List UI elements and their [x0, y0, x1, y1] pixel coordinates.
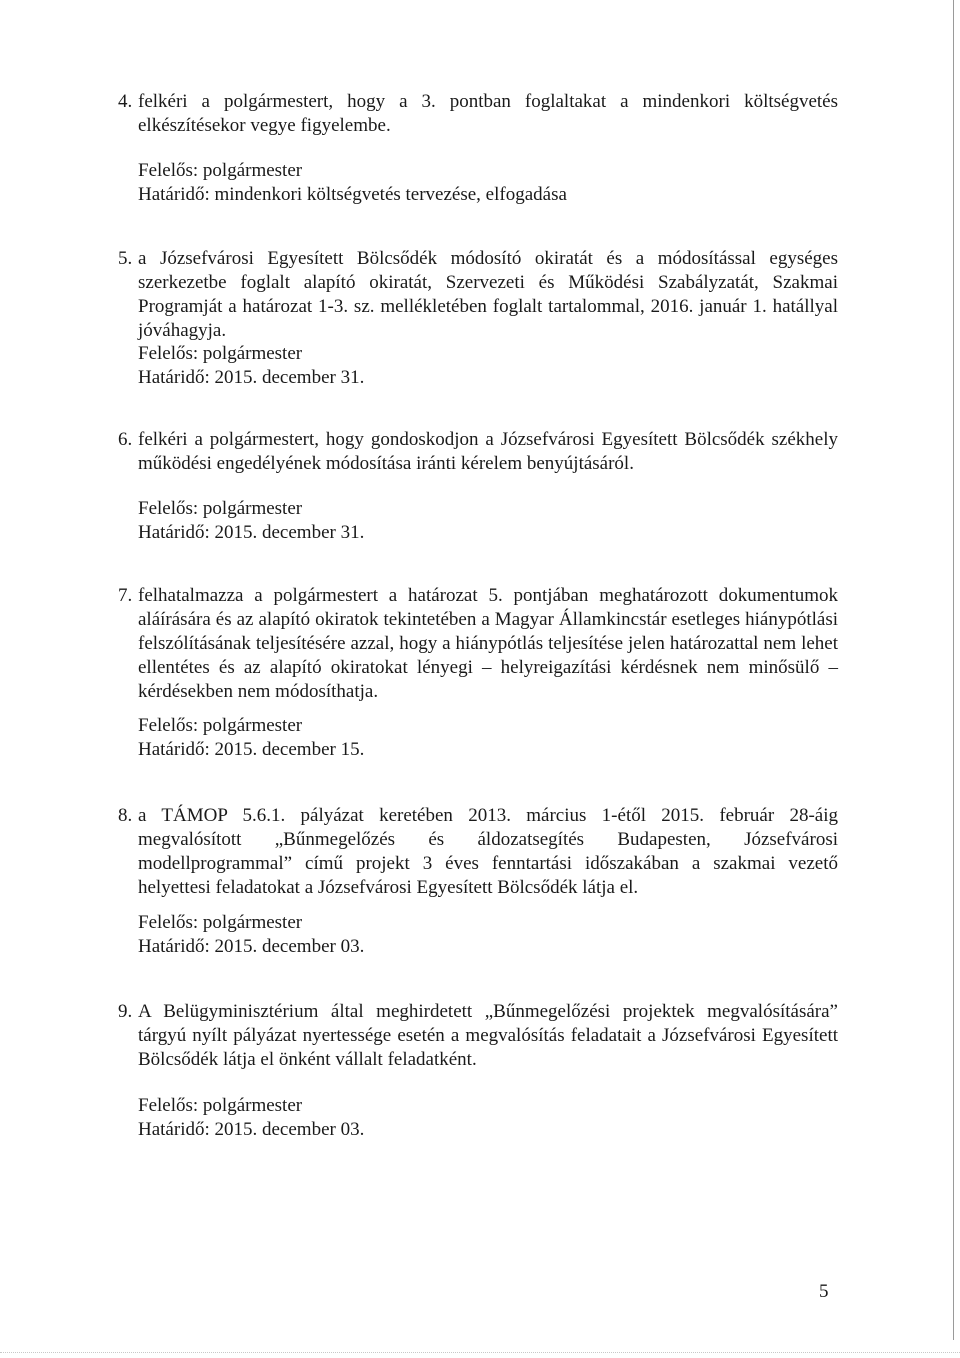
responsibility-block-6 [138, 497, 364, 545]
item-number: 6. [118, 429, 133, 450]
resolution-item-8 [118, 804, 838, 900]
resolution-item-7 [118, 584, 838, 704]
deadline-line: Határidő: mindenkori költségvetés tervezése, elfogadása [138, 184, 567, 205]
resolution-item-9 [118, 1000, 838, 1072]
item-number: 9. [118, 1001, 133, 1022]
responsibility-block-4 [138, 159, 567, 207]
item-text: felkéri a polgármestert, hogy a 3. pontban foglaltakat a mindenkori költségvetés elkészítésekor vegye figyelembe. [138, 91, 838, 136]
deadline-line: Határidő: 2015. december 03. [138, 936, 365, 957]
scan-bottom-edge [0, 1352, 960, 1353]
page-number: 5 [819, 1281, 829, 1302]
responsibility-block-9 [138, 1094, 364, 1142]
item-text: a Józsefvárosi Egyesített Bölcsődék módosító okiratát és a módosítással egységes szerkezetbe foglalt alapító okiratát, Szervezeti és Működési Szabályzatát, Szakmai Programját a határozat 1-3. sz. mellékletében foglalt tartalommal, 2016. január 1. hatállyal jóváhagyja. [138, 248, 838, 341]
deadline-line: Határidő: 2015. december 03. [138, 1119, 365, 1140]
item-text: felhatalmazza a polgármestert a határozat 5. pontjában meghatározott dokumentumok aláírására és az alapító okiratok tekintetében a Magyar Államkincstár esetleges hiánypótlási felszólításának teljesítésére azzal, hogy a hiánypótlás teljesítése jelen határozattal nem lehet ellentétes és az alapító okiratokat lényegi – helyreigazítási kérdésnek nem minősülő – kérdésekben nem módosíthatja. [138, 585, 838, 702]
responsible-line: Felelős: polgármester [138, 498, 303, 519]
item-number: 4. [118, 91, 133, 112]
responsible-line: Felelős: polgármester [138, 715, 303, 736]
item-number: 5. [118, 248, 133, 269]
responsibility-block-5 [138, 342, 364, 390]
deadline-line: Határidő: 2015. december 31. [138, 367, 365, 388]
resolution-item-5 [118, 247, 838, 343]
responsibility-block-7 [138, 714, 364, 762]
resolution-item-4 [118, 90, 838, 138]
responsible-line: Felelős: polgármester [138, 160, 303, 181]
responsibility-block-8 [138, 911, 364, 959]
scan-edge-line [953, 0, 954, 1340]
item-number: 7. [118, 585, 133, 606]
deadline-line: Határidő: 2015. december 31. [138, 522, 365, 543]
item-number: 8. [118, 805, 133, 826]
item-text: A Belügyminisztérium által meghirdetett „Bűnmegelőzési projektek megvalósítására” tárgyú nyílt pályázat nyertessége esetén a megvalósítás feladatait a Józsefvárosi Egyesített Bölcsődék látja el önként vállalt feladatként. [138, 1001, 838, 1070]
responsible-line: Felelős: polgármester [138, 343, 303, 364]
resolution-item-6 [118, 428, 838, 476]
item-text: felkéri a polgármestert, hogy gondoskodjon a Józsefvárosi Egyesített Bölcsődék székhely működési engedélyének módosítása iránti kérelem benyújtásáról. [138, 429, 838, 474]
responsible-line: Felelős: polgármester [138, 1095, 303, 1116]
item-text: a TÁMOP 5.6.1. pályázat keretében 2013. március 1-étől 2015. február 28-áig megvalósított „Bűnmegelőzés és áldozatsegítés Budapesten, Józsefvárosi modellprogrammal” című projekt 3 éves fenntartási időszakában a szakmai vezető helyettesi feladatokat a Józsefvárosi Egyesített Bölcsődék látja el. [138, 805, 838, 898]
deadline-line: Határidő: 2015. december 15. [138, 739, 365, 760]
responsible-line: Felelős: polgármester [138, 912, 303, 933]
